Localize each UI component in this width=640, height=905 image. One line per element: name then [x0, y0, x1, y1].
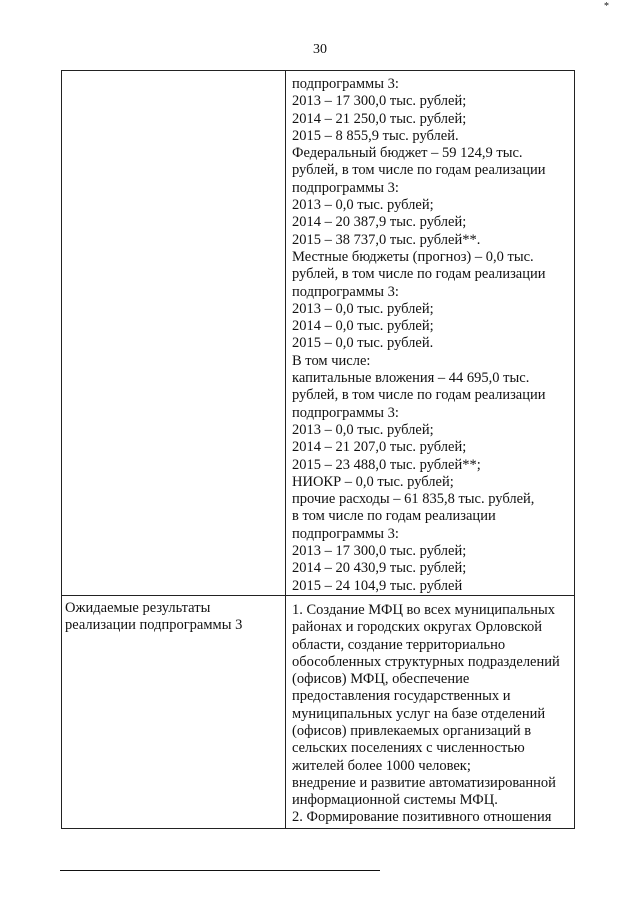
- text-line: подпрограммы 3:: [292, 404, 399, 421]
- text-line: В том числе:: [292, 352, 371, 369]
- table-cell-content: [286, 71, 575, 596]
- cell-text-left: [62, 71, 285, 75]
- text-line: 2014 – 20 387,9 тыс. рублей;: [292, 214, 467, 231]
- text-line: реализации подпрограммы 3: [65, 617, 243, 634]
- text-line: прочие расходы – 61 835,8 тыс. рублей,: [292, 491, 535, 508]
- text-line: муниципальных услуг на базе отделений: [292, 705, 546, 722]
- text-line: 2015 – 0,0 тыс. рублей.: [292, 335, 434, 352]
- text-line: капитальные вложения – 44 695,0 тыс.: [292, 370, 530, 387]
- text-line: в том числе по годам реализации: [292, 508, 496, 525]
- text-line: рублей, в том числе по годам реализации: [292, 162, 546, 179]
- text-line: 2015 – 23 488,0 тыс. рублей**;: [292, 456, 481, 473]
- text-line: 2. Формирование позитивного отношения: [292, 809, 552, 826]
- text-line: подпрограммы 3:: [292, 283, 399, 300]
- text-line: подпрограммы 3:: [292, 179, 399, 196]
- text-line: сельских поселениях с численностью: [292, 740, 525, 757]
- text-line: 2013 – 0,0 тыс. рублей;: [292, 421, 434, 438]
- text-line: рублей, в том числе по годам реализации: [292, 266, 546, 283]
- text-line: подпрограммы 3:: [292, 76, 399, 92]
- text-line: 2013 – 17 300,0 тыс. рублей;: [292, 93, 467, 110]
- program-table: [61, 70, 575, 829]
- text-line: Местные бюджеты (прогноз) – 0,0 тыс.: [292, 248, 534, 265]
- text-line: подпрограммы 3:: [292, 525, 399, 542]
- text-line: 2014 – 0,0 тыс. рублей;: [292, 318, 434, 335]
- text-line: рублей, в том числе по годам реализации: [292, 387, 546, 404]
- text-line: 2014 – 20 430,9 тыс. рублей;: [292, 560, 467, 577]
- text-line: 2015 – 24 104,9 тыс. рублей: [292, 577, 463, 594]
- text-line: 2013 – 0,0 тыс. рублей;: [292, 300, 434, 317]
- text-line: 2013 – 0,0 тыс. рублей;: [292, 197, 434, 214]
- text-line: Ожидаемые результаты: [65, 599, 211, 616]
- table-row-funding: [62, 71, 575, 596]
- text-line: внедрение и развитие автоматизированной: [292, 774, 556, 791]
- text-line: 2013 – 17 300,0 тыс. рублей;: [292, 543, 467, 560]
- text-line: (офисов) МФЦ, обеспечение: [292, 671, 470, 688]
- text-line: предоставления государственных и: [292, 688, 511, 705]
- text-line: 2015 – 38 737,0 тыс. рублей**.: [292, 231, 481, 248]
- cell-text-right: [286, 71, 574, 595]
- text-line: области, создание территориально: [292, 636, 506, 653]
- table-cell-content: [286, 595, 575, 828]
- text-line: Федеральный бюджет – 59 124,9 тыс.: [292, 145, 523, 162]
- text-line: НИОКР – 0,0 тыс. рублей;: [292, 473, 454, 490]
- text-line: обособленных структурных подразделений: [292, 653, 560, 670]
- text-line: 2014 – 21 207,0 тыс. рублей;: [292, 439, 467, 456]
- table-cell-label: [62, 71, 286, 596]
- text-line: районах и городских округах Орловской: [292, 619, 542, 636]
- cell-text-right: [286, 596, 574, 827]
- footnote-divider: [60, 870, 380, 871]
- text-line: (офисов) привлекаемых организаций в: [292, 722, 532, 739]
- page-number: 30: [313, 42, 327, 57]
- text-line: 2015 – 8 855,9 тыс. рублей.: [292, 127, 459, 144]
- text-line: 2014 – 21 250,0 тыс. рублей;: [292, 110, 467, 127]
- text-line: 1. Создание МФЦ во всех муниципальных: [292, 601, 556, 618]
- cell-text-left: [62, 596, 285, 635]
- corner-mark: *: [604, 1, 609, 12]
- table-row-expected-results: [62, 595, 575, 828]
- text-line: жителей более 1000 человек;: [292, 757, 471, 774]
- table-cell-label: [62, 595, 286, 828]
- text-line: информационной системы МФЦ.: [292, 792, 498, 809]
